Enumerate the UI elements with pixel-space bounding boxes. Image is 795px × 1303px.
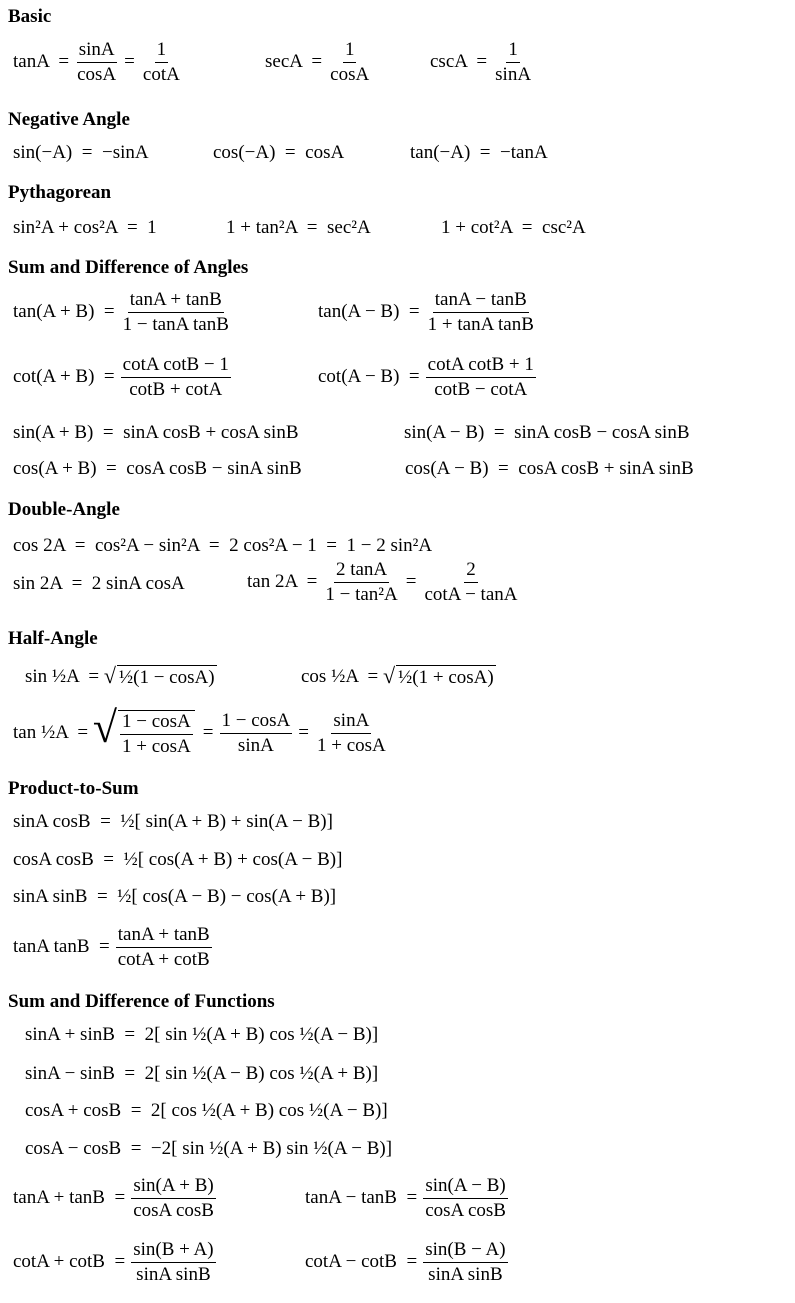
section-title-product-to-sum: Product-to-Sum bbox=[8, 778, 139, 799]
lhs: cot(A + B) = bbox=[13, 366, 115, 388]
fraction bbox=[493, 40, 533, 85]
fraction bbox=[131, 1240, 215, 1285]
fraction bbox=[220, 711, 293, 756]
denominator: cosA bbox=[330, 63, 370, 85]
eq-func-tan-diff bbox=[305, 1176, 514, 1221]
formula: sin(−A) = −sinA bbox=[13, 142, 149, 163]
lhs: tan 2A = bbox=[247, 571, 318, 593]
eq-half-cos bbox=[301, 665, 496, 689]
numerator: 1 − cosA bbox=[220, 711, 293, 734]
fraction bbox=[426, 290, 536, 335]
eq-half-sin bbox=[25, 665, 217, 689]
lhs: tanA + tanB = bbox=[13, 1187, 126, 1209]
numerator: sinA bbox=[331, 711, 371, 734]
fraction bbox=[315, 711, 388, 756]
lhs: secA = bbox=[265, 51, 323, 73]
numerator: sin(A − B) bbox=[423, 1176, 507, 1199]
formula: cosA + cosB = 2[ cos ½(A + B) cos ½(A − B)] bbox=[25, 1100, 388, 1121]
section-title-sum-difference-angles: Sum and Difference of Angles bbox=[8, 257, 249, 278]
lhs: cos ½A = bbox=[301, 666, 379, 687]
formula: sinA − sinB = 2[ sin ½(A − B) cos ½(A + B)] bbox=[25, 1063, 379, 1084]
denominator: cotA bbox=[142, 63, 180, 85]
lhs: tan ½A = bbox=[13, 722, 89, 744]
numerator: 1 − cosA bbox=[120, 712, 193, 735]
radical-sign: √ bbox=[382, 663, 396, 688]
denominator: sinA sinB bbox=[428, 1263, 503, 1285]
square-root bbox=[383, 665, 496, 689]
equals: = bbox=[405, 571, 417, 593]
eq-cos-sum bbox=[13, 458, 302, 480]
numerator: tanA + tanB bbox=[116, 925, 212, 948]
formula: sin²A + cos²A = 1 bbox=[13, 217, 157, 238]
equals: = bbox=[124, 51, 135, 73]
denominator: 1 − tanA tanB bbox=[122, 313, 229, 335]
denominator: 1 + cosA bbox=[122, 735, 191, 757]
formula: tan(−A) = −tanA bbox=[410, 142, 548, 163]
section-title-double-angle: Double-Angle bbox=[8, 499, 120, 520]
numerator: cotA cotB + 1 bbox=[426, 355, 536, 378]
eq-pyth-1 bbox=[13, 217, 157, 239]
denominator: cotB + cotA bbox=[129, 378, 223, 400]
eq-neg-tan bbox=[410, 142, 548, 164]
radical-sign: √ bbox=[103, 663, 116, 688]
eq-basic-csc bbox=[430, 40, 539, 85]
formula: sinA cosB = ½[ sin(A + B) + sin(A − B)] bbox=[13, 811, 333, 832]
formula: cos(−A) = cosA bbox=[213, 142, 345, 163]
formula: sin 2A = 2 sinA cosA bbox=[13, 573, 185, 594]
formula: cosA cosB = ½[ cos(A + B) + cos(A − B)] bbox=[13, 849, 343, 870]
eq-neg-cos bbox=[213, 142, 344, 164]
denominator: cosA bbox=[77, 63, 117, 85]
equals: = bbox=[202, 722, 214, 744]
lhs: cscA = bbox=[430, 51, 488, 73]
lhs: cot(A − B) = bbox=[318, 366, 420, 388]
denominator: 1 + tanA tanB bbox=[427, 313, 534, 335]
denominator: cotA − tanA bbox=[424, 583, 518, 605]
fraction bbox=[141, 40, 182, 85]
formula: sinA + sinB = 2[ sin ½(A + B) cos ½(A − B)] bbox=[25, 1024, 379, 1045]
equals: = bbox=[298, 722, 309, 744]
eq-cos-diff bbox=[405, 458, 694, 480]
denominator: cotA + cotB bbox=[117, 948, 210, 970]
denominator: cosA cosB bbox=[133, 1199, 214, 1221]
section-title-sum-difference-functions: Sum and Difference of Functions bbox=[8, 991, 275, 1012]
square-root bbox=[104, 665, 217, 689]
formula: cos 2A = cos²A − sin²A = 2 cos²A − 1 = 1 − 2 sin²A bbox=[13, 535, 433, 556]
fraction bbox=[426, 355, 536, 400]
radicand bbox=[118, 710, 195, 757]
fraction bbox=[75, 40, 118, 85]
lhs: cotA + cotB = bbox=[13, 1251, 126, 1273]
lhs: tan(A − B) = bbox=[318, 301, 420, 323]
formula: sin(A − B) = sinA cosB − cosA sinB bbox=[404, 422, 690, 443]
numerator: 1 bbox=[155, 40, 169, 63]
denominator: cotB − cotA bbox=[434, 378, 528, 400]
lhs: tanA = bbox=[13, 51, 70, 73]
eq-func-cot-diff bbox=[305, 1240, 514, 1285]
eq-func-3 bbox=[25, 1100, 388, 1122]
eq-pyth-3 bbox=[441, 217, 586, 239]
denominator: sinA bbox=[237, 734, 274, 756]
fraction bbox=[422, 560, 519, 605]
eq-func-2 bbox=[25, 1063, 378, 1085]
fraction bbox=[121, 355, 231, 400]
lhs: tanA tanB = bbox=[13, 936, 110, 958]
section-title-pythagorean: Pythagorean bbox=[8, 182, 112, 203]
radical-sign: √ bbox=[92, 703, 118, 752]
formula: 1 + cot²A = csc²A bbox=[441, 217, 586, 238]
denominator: 1 − tan²A bbox=[325, 583, 398, 605]
denominator: 1 + cosA bbox=[316, 734, 386, 756]
numerator: 1 bbox=[343, 40, 357, 63]
numerator: 2 bbox=[464, 560, 478, 583]
numerator: sinA bbox=[77, 40, 117, 63]
formula: 1 + tan²A = sec²A bbox=[226, 217, 371, 238]
radicand: ½(1 − cosA) bbox=[118, 667, 215, 688]
fraction bbox=[120, 712, 193, 757]
fraction bbox=[121, 290, 231, 335]
fraction bbox=[116, 925, 212, 970]
radicand: ½(1 + cosA) bbox=[398, 667, 494, 688]
eq-tan-diff bbox=[318, 290, 542, 335]
eq-pyth-2 bbox=[226, 217, 371, 239]
eq-func-tan-sum bbox=[13, 1176, 222, 1221]
eq-func-4 bbox=[25, 1138, 392, 1160]
eq-sin2a bbox=[13, 573, 185, 595]
eq-cot-sum bbox=[13, 355, 237, 400]
eq-func-1 bbox=[25, 1024, 378, 1046]
eq-tan-sum bbox=[13, 290, 237, 335]
denominator: cosA cosB bbox=[425, 1199, 506, 1221]
eq-basic-tan bbox=[13, 40, 188, 85]
fraction bbox=[423, 1176, 508, 1221]
eq-prod-4 bbox=[13, 925, 218, 970]
fraction bbox=[323, 560, 399, 605]
eq-func-cot-sum bbox=[13, 1240, 222, 1285]
numerator: tanA − tanB bbox=[433, 290, 529, 313]
formula: cos(A + B) = cosA cosB − sinA sinB bbox=[13, 458, 302, 479]
section-title-half-angle: Half-Angle bbox=[8, 628, 98, 649]
eq-prod-2 bbox=[13, 849, 342, 871]
eq-sin-sum bbox=[13, 422, 299, 444]
formula: cos(A − B) = cosA cosB + sinA sinB bbox=[405, 458, 694, 479]
numerator: cotA cotB − 1 bbox=[121, 355, 231, 378]
numerator: sin(B − A) bbox=[423, 1240, 507, 1263]
eq-half-tan bbox=[13, 703, 394, 757]
numerator: 1 bbox=[506, 40, 520, 63]
eq-neg-sin bbox=[13, 142, 149, 164]
eq-cos2a bbox=[13, 535, 432, 557]
formula: sinA sinB = ½[ cos(A − B) − cos(A + B)] bbox=[13, 886, 337, 907]
section-title-basic: Basic bbox=[8, 6, 52, 27]
fraction bbox=[131, 1176, 216, 1221]
fraction bbox=[423, 1240, 507, 1285]
lhs: sin ½A = bbox=[25, 666, 100, 687]
square-root bbox=[92, 703, 195, 757]
eq-prod-3 bbox=[13, 886, 336, 908]
lhs: cotA − cotB = bbox=[305, 1251, 418, 1273]
numerator: sin(A + B) bbox=[131, 1176, 215, 1199]
eq-cot-diff bbox=[318, 355, 542, 400]
numerator: 2 tanA bbox=[334, 560, 389, 583]
formula: cosA − cosB = −2[ sin ½(A + B) sin ½(A − B)] bbox=[25, 1138, 393, 1159]
eq-sin-diff bbox=[404, 422, 690, 444]
section-title-negative: Negative Angle bbox=[8, 109, 130, 130]
eq-tan2a bbox=[247, 560, 525, 605]
eq-basic-sec bbox=[265, 40, 377, 85]
lhs: tanA − tanB = bbox=[305, 1187, 418, 1209]
numerator: tanA + tanB bbox=[128, 290, 224, 313]
numerator: sin(B + A) bbox=[131, 1240, 215, 1263]
denominator: sinA sinB bbox=[136, 1263, 211, 1285]
denominator: sinA bbox=[495, 63, 532, 85]
lhs: tan(A + B) = bbox=[13, 301, 115, 323]
eq-prod-1 bbox=[13, 811, 333, 833]
fraction bbox=[328, 40, 371, 85]
formula: sin(A + B) = sinA cosB + cosA sinB bbox=[13, 422, 299, 443]
